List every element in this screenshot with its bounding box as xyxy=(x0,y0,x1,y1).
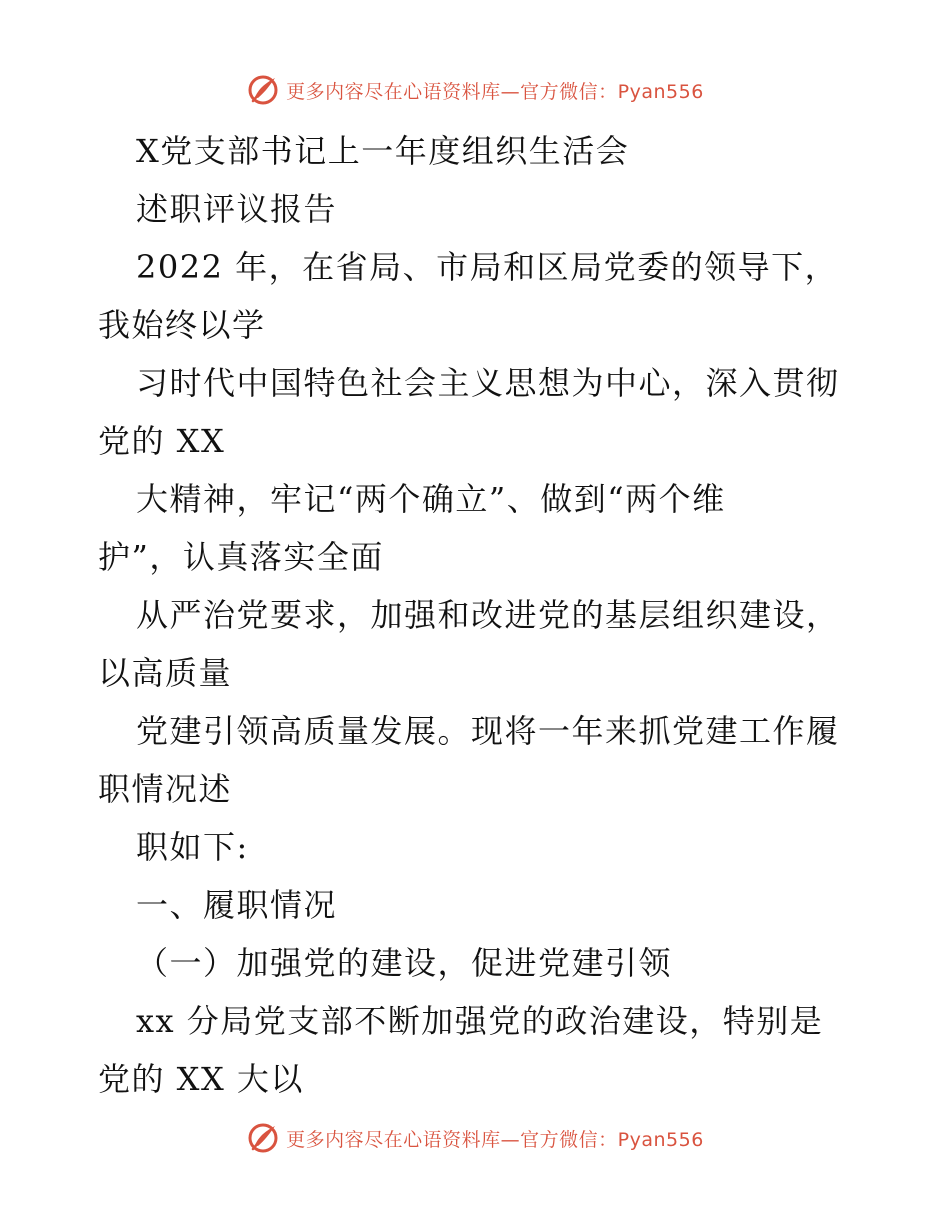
text-line: 职情况述 xyxy=(98,770,233,808)
text-line: 党建引领高质量发展。现将一年来抓党建工作履 xyxy=(136,712,840,750)
feather-pen-logo-icon xyxy=(246,73,280,107)
watermark-text: 更多内容尽在心语资料库—官方微信：Pyan556 xyxy=(286,1128,704,1151)
text-line: 护”，认真落实全面 xyxy=(98,538,384,576)
feather-pen-logo-icon xyxy=(246,1121,280,1155)
text-line: 从严治党要求，加强和改进党的基层组织建设， xyxy=(136,596,840,634)
text-line: 习时代中国特色社会主义思想为中心，深入贯彻 xyxy=(136,364,840,402)
watermark-text: 更多内容尽在心语资料库—官方微信：Pyan556 xyxy=(286,80,704,103)
text-line: 职如下: xyxy=(136,828,249,866)
text-line: 我始终以学 xyxy=(98,306,266,344)
text-line: 2022 年，在省局、市局和区局党委的领导下， xyxy=(136,248,839,286)
text-line: 党的 XX 大以 xyxy=(98,1060,304,1098)
text-line: X党支部书记上一年度组织生活会 xyxy=(136,132,630,170)
text-line: 以高质量 xyxy=(98,654,233,692)
text-line: xx 分局党支部不断加强党的政治建设，特别是 xyxy=(136,1002,824,1040)
header-watermark xyxy=(0,70,950,110)
text-line: 述职评议报告 xyxy=(136,190,338,228)
footer-watermark xyxy=(0,1118,950,1158)
text-line: 党的 XX xyxy=(98,422,226,460)
text-line: 大精神，牢记“两个确立”、做到“两个维 xyxy=(136,480,726,518)
document-body xyxy=(98,122,858,1108)
text-line: 一、履职情况 xyxy=(136,886,338,924)
text-line: （一）加强党的建设，促进党建引领 xyxy=(136,944,673,982)
watermark-group xyxy=(246,73,704,107)
watermark-group xyxy=(246,1121,704,1155)
